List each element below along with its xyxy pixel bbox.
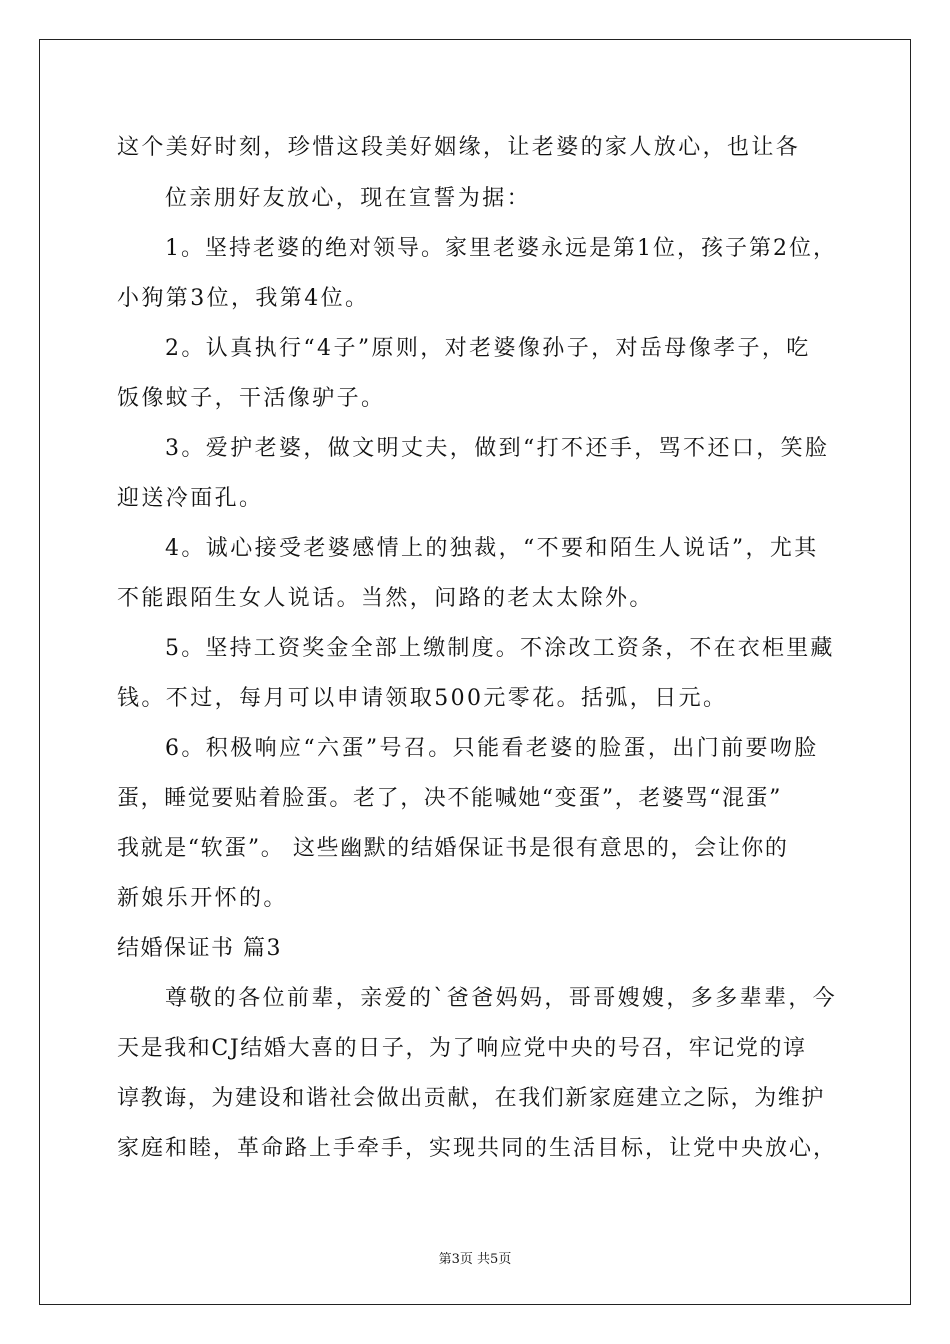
text-line: 2。认真执行“4子”原则，对老婆像孙子，对岳母像孝子，吃: [165, 336, 811, 361]
text-line: 小狗第3位，我第4位。: [117, 286, 370, 311]
text-line: 6。积极响应“六蛋”号召。只能看老婆的脸蛋，出门前要吻脸: [165, 736, 819, 761]
text-line: 蛋，睡觉要贴着脸蛋。老了，决不能喊她“变蛋”，老婆骂“混蛋”: [117, 786, 782, 811]
text-line: 迎送冷面孔。: [117, 486, 264, 511]
section-heading: 结婚保证书 篇3: [117, 936, 282, 961]
page-number-footer: 第3页 共5页: [438, 1252, 512, 1267]
text-line: 4。诚心接受老婆感情上的独裁，“不要和陌生人说话”，尤其: [165, 536, 819, 561]
text-line: 尊敬的各位前辈，亲爱的`爸爸妈妈，哥哥嫂嫂，多多辈辈，今: [165, 986, 838, 1011]
text-line: 新娘乐开怀的。: [117, 886, 288, 911]
text-line: 钱。不过，每月可以申请领取500元零花。括弧，日元。: [117, 686, 728, 711]
text-line: 3。爱护老婆，做文明丈夫，做到“打不还手，骂不还口，笑脸: [165, 436, 830, 461]
page-border: [39, 39, 911, 1305]
text-line: 天是我和CJ结婚大喜的日子，为了响应党中央的号召，牢记党的谆: [117, 1036, 807, 1061]
text-line: 位亲朋好友放心，现在宣誓为据：: [165, 186, 532, 211]
text-line: 这个美好时刻，珍惜这段美好姻缘，让老婆的家人放心，也让各: [117, 135, 801, 160]
text-line: 谆教诲，为建设和谐社会做出贡献，在我们新家庭建立之际，为维护: [117, 1086, 826, 1111]
text-line: 5。坚持工资奖金全部上缴制度。不涂改工资条，不在衣柜里藏: [165, 636, 835, 661]
text-line: 家庭和睦，革命路上手牵手，实现共同的生活目标，让党中央放心，: [117, 1136, 838, 1161]
text-line: 不能跟陌生女人说话。当然，问路的老太太除外。: [117, 586, 654, 611]
text-line: 1。坚持老婆的绝对领导。家里老婆永远是第1位，孩子第2位，: [165, 236, 837, 261]
text-line: 我就是“软蛋”。 这些幽默的结婚保证书是很有意思的，会让你的: [117, 836, 789, 861]
text-line: 饭像蚊子，干活像驴子。: [117, 386, 386, 411]
